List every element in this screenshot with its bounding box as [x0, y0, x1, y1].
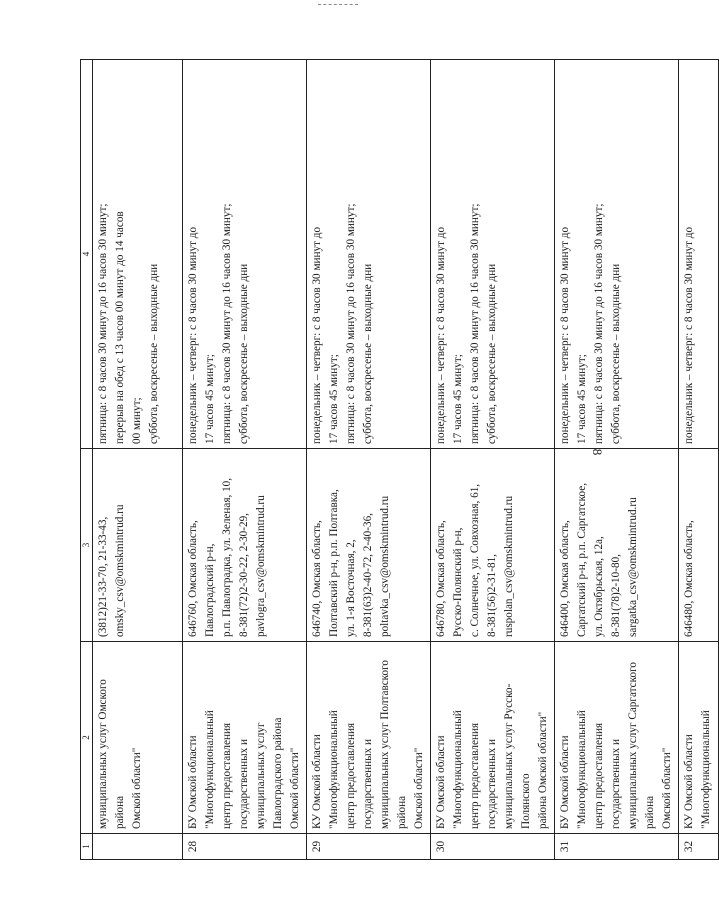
mfc-offices-table — [80, 59, 719, 860]
rotated-table-container — [80, 60, 712, 860]
cell-address — [679, 449, 719, 642]
address-line: (3812)21-33-70, 21-33-43, — [97, 516, 109, 637]
address-line: 8-381(63)2-40-72, 2-40-36, — [362, 513, 374, 637]
address-line: ул. 1-я Восточная, 2, — [345, 539, 357, 637]
hours-line: понедельник – четверг: с 8 часов 30 минут до — [311, 226, 323, 444]
hours-line: суббота, воскресенье – выходные дни — [148, 263, 160, 444]
name-line: БУ Омской области "Многофункциональный — [187, 710, 216, 829]
name-line: КУ Омской области "Многофункциональный — [311, 710, 340, 829]
cell-name — [93, 642, 183, 834]
column-number: 3 — [81, 449, 93, 642]
row-number: 31 — [555, 834, 679, 860]
address-line: Русско-Полянский р-н, — [452, 527, 464, 637]
cell-address — [183, 449, 307, 642]
address-line: omsky_csv@omskmintrud.ru — [114, 504, 126, 637]
address-line: ул. Октябрьская, 12а, — [593, 536, 605, 637]
address-line: pavlogra_csv@omskmintrud.ru — [255, 495, 267, 637]
hours-line: суббота, воскресенье – выходные дни — [486, 263, 498, 444]
cell-name — [183, 642, 307, 834]
row-number: 30 — [431, 834, 555, 860]
name-line: муниципальных услуг Полтавского района — [379, 659, 408, 829]
hours-line: суббота, воскресенье – выходные дни — [238, 263, 250, 444]
table-row — [183, 60, 307, 860]
name-line: района Омской области" — [537, 711, 549, 829]
hours-line: 17 часов 45 минут; — [328, 354, 340, 444]
address-line: 8-381(72)2-30-22, 2-30-29, — [238, 513, 250, 637]
table-row — [679, 60, 719, 860]
column-number-row — [81, 60, 93, 860]
address-line: poltavka_csv@omskmintrud.ru — [379, 495, 391, 637]
name-line: центр предоставления государственных и — [345, 722, 374, 829]
hours-line: понедельник – четверг: с 8 часов 30 минут до — [435, 226, 447, 444]
address-line: Павлоградский р-н, — [204, 543, 216, 637]
cell-hours — [307, 60, 431, 449]
scan-edge-mark — [318, 4, 358, 5]
address-line: 8-381(78)2-10-80, — [610, 554, 622, 637]
address-line: ruspolan_csv@omskmintrud.ru — [503, 495, 515, 637]
hours-line: понедельник – четверг: с 8 часов 30 минут до — [187, 226, 199, 444]
table-row — [431, 60, 555, 860]
page-number: 8 — [590, 448, 605, 456]
row-number: 32 — [679, 834, 719, 860]
address-line: 646740, Омская область, — [311, 520, 323, 637]
name-line: БУ Омской области "Многофункциональный — [435, 710, 464, 829]
column-number: 4 — [81, 60, 93, 449]
cell-name — [555, 642, 679, 834]
name-line: Омской области" — [413, 747, 425, 829]
hours-line: суббота, воскресенье – выходные дни — [610, 263, 622, 444]
name-line: КУ Омской области "Многофункциональный — [683, 710, 712, 829]
hours-line: суббота, воскресенье – выходные дни — [362, 263, 374, 444]
name-line: центр предоставления государственных и — [469, 722, 498, 829]
cell-name — [679, 642, 719, 834]
cell-address — [93, 449, 183, 642]
column-number: 1 — [81, 834, 93, 860]
hours-line: пятница: с 8 часов 30 минут до 16 часов 30 минут; — [345, 203, 357, 444]
name-line: Омской области" — [661, 747, 673, 829]
name-line: БУ Омской области "Многофункциональный — [559, 710, 588, 829]
hours-line: пятница: с 8 часов 30 минут до 16 часов 30 минут; — [97, 203, 109, 444]
name-line: муниципальных услуг Русско-Полянского — [503, 683, 532, 829]
hours-line: пятница: с 8 часов 30 минут до 16 часов 30 минут; — [593, 203, 605, 444]
hours-line: понедельник – четверг: с 8 часов 30 минут до — [683, 226, 695, 444]
name-line: муниципальных услуг Павлоградского района — [255, 717, 284, 829]
hours-line: 17 часов 45 минут; — [204, 354, 216, 444]
address-line: 646780, Омская область, — [435, 520, 447, 637]
row-number: 28 — [183, 834, 307, 860]
cell-address — [431, 449, 555, 642]
cell-name — [307, 642, 431, 834]
address-line: с. Солнечное, ул. Совхозная, 61, — [469, 483, 481, 637]
cell-hours — [555, 60, 679, 449]
name-line: муниципальных услуг Саргатского района — [627, 661, 656, 829]
hours-line: 17 часов 45 минут; — [452, 354, 464, 444]
name-line: муниципальных услуг Омского района — [97, 679, 126, 829]
address-line: 646480, Омская область, — [683, 520, 695, 637]
hours-line: перерыв на обед с 13 часов 00 минут до 14 часов — [114, 211, 126, 444]
column-number: 2 — [81, 642, 93, 834]
table-row — [307, 60, 431, 860]
address-line: 646760, Омская область, — [187, 520, 199, 637]
address-line: sargatka_csv@omskmintrud.ru — [627, 497, 639, 637]
name-line: центр предоставления государственных и — [593, 722, 622, 829]
address-line: р.п. Павлоградка, ул. Зеленая, 10, — [221, 477, 233, 637]
hours-line: пятница: с 8 часов 30 минут до 16 часов 30 минут; — [469, 203, 481, 444]
hours-line: 17 часов 45 минут; — [576, 354, 588, 444]
cell-hours — [431, 60, 555, 449]
table-row — [555, 60, 679, 860]
row-number — [93, 834, 183, 860]
address-line: Саргатский р-н, р.п. Саргатское, — [576, 483, 588, 637]
address-line: Полтавский р-н, р.п. Полтавка, — [328, 489, 340, 637]
row-number: 29 — [307, 834, 431, 860]
cell-name — [431, 642, 555, 834]
address-line: 646400, Омская область, — [559, 520, 571, 637]
name-line: центр предоставления государственных и — [221, 722, 250, 829]
cell-hours — [679, 60, 719, 449]
cell-address — [307, 449, 431, 642]
hours-line: 00 минут; — [131, 397, 143, 444]
hours-line: понедельник – четверг: с 8 часов 30 минут до — [559, 226, 571, 444]
address-line: 8-381(56)2-31-81, — [486, 554, 498, 637]
name-line: Омской области" — [289, 747, 301, 829]
cell-hours — [93, 60, 183, 449]
name-line: Омской области" — [131, 747, 143, 829]
hours-line: пятница: с 8 часов 30 минут до 16 часов 30 минут; — [221, 203, 233, 444]
cell-hours — [183, 60, 307, 449]
table-row — [93, 60, 183, 860]
cell-address — [555, 449, 679, 642]
